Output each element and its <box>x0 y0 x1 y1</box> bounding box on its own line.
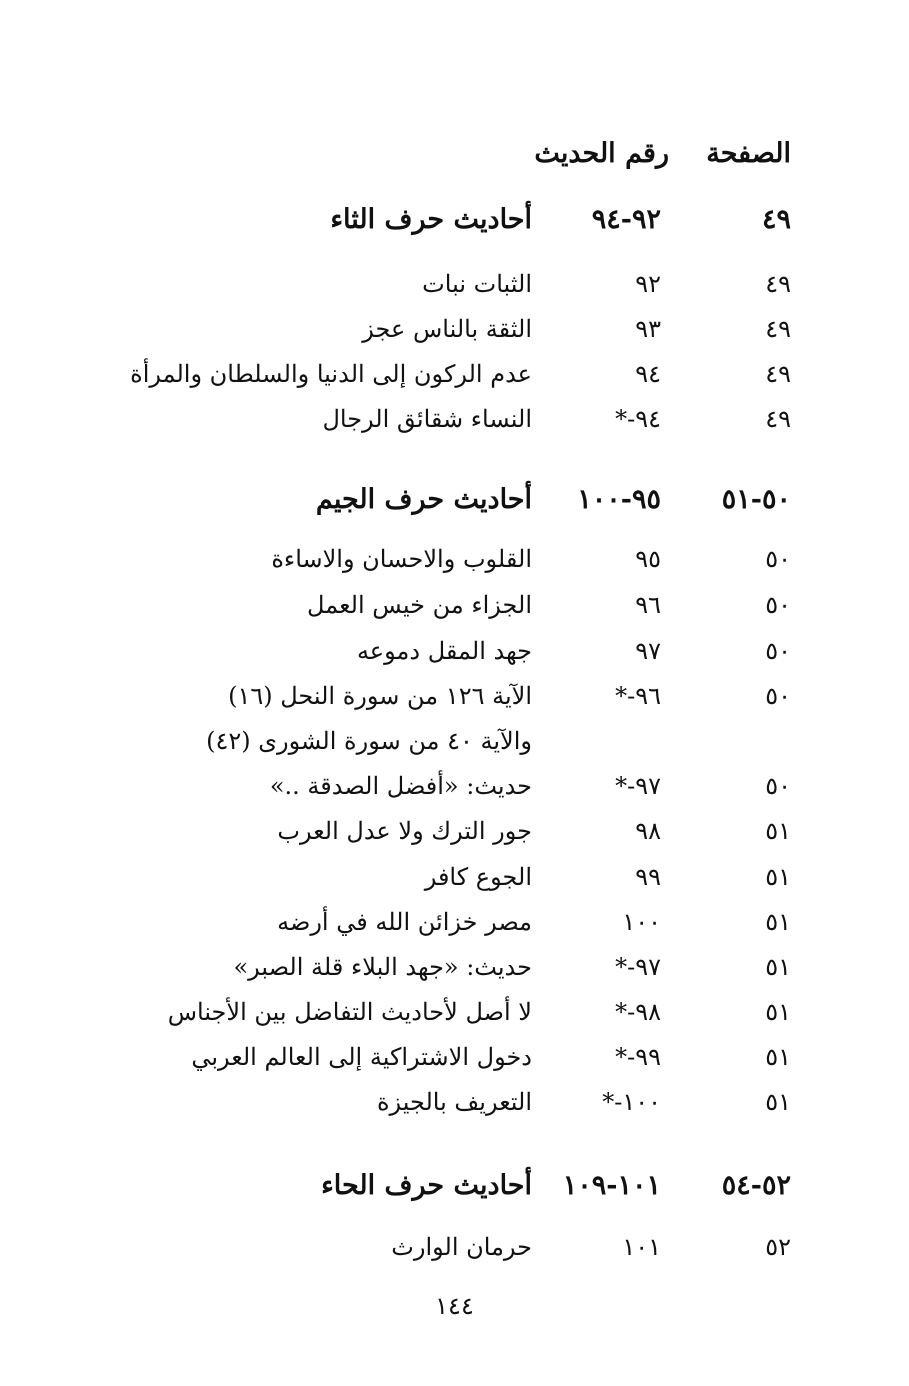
section-range: ٩٥-١٠٠ <box>577 484 661 515</box>
index-entry <box>0 352 909 396</box>
entry-number: ١٠١ <box>622 1233 661 1261</box>
entry-title: حرمان الوارث <box>391 1233 532 1261</box>
section-heading <box>0 198 909 242</box>
index-entry <box>0 262 909 306</box>
section-range: ٩٢-٩٤ <box>591 204 661 235</box>
entry-number: ٩٦ <box>635 591 661 619</box>
entry-page: ٥١ <box>765 1088 791 1116</box>
entry-number: ٩٧-* <box>615 772 661 800</box>
entry-title: الجزاء من خيس العمل <box>307 591 532 619</box>
index-entry <box>0 809 909 853</box>
entry-title: النساء شقائق الرجال <box>322 405 532 433</box>
section-page: ٥٢-٥٤ <box>721 1170 791 1201</box>
section-page: ٤٩ <box>761 204 791 235</box>
entry-number: ٩٤ <box>635 360 661 388</box>
entry-page: ٤٩ <box>765 270 791 298</box>
entry-number: ٩٥ <box>635 545 661 573</box>
entry-page: ٥٠ <box>765 637 791 665</box>
entry-number: ١٠٠ <box>622 908 661 936</box>
entry-page: ٥٠ <box>765 545 791 573</box>
entry-number: ٩٨-* <box>615 998 661 1026</box>
column-header-hadith-number: رقم الحديث <box>534 138 669 169</box>
entry-title: حديث: «جهد البلاء قلة الصبر» <box>233 953 532 981</box>
entry-page: ٥٠ <box>765 772 791 800</box>
entry-number: ٩٨ <box>635 817 661 845</box>
entry-title: التعريف بالجيزة <box>376 1088 532 1116</box>
entry-title: الآية ١٢٦ من سورة النحل (١٦) <box>228 682 532 710</box>
column-header-page: الصفحة <box>706 138 791 169</box>
index-entry <box>0 945 909 989</box>
entry-title: عدم الركون إلى الدنيا والسلطان والمرأة <box>130 360 532 388</box>
entry-title: لا أصل لأحاديث التفاضل بين الأجناس <box>167 998 532 1026</box>
entry-page: ٥١ <box>765 953 791 981</box>
entry-page: ٥١ <box>765 1043 791 1071</box>
section-range: ١٠١-١٠٩ <box>562 1170 661 1201</box>
index-entry <box>0 307 909 351</box>
entry-page: ٤٩ <box>765 315 791 343</box>
index-entry <box>0 764 909 808</box>
entry-number: ٩٣ <box>635 315 661 343</box>
column-header-row <box>0 132 909 176</box>
entry-number: ٩٢ <box>635 270 661 298</box>
page-number: ١٤٤ <box>435 1292 474 1320</box>
section-title: أحاديث حرف الحاء <box>321 1170 532 1201</box>
index-entry <box>0 1080 909 1124</box>
entry-number: ١٠٠-* <box>602 1088 661 1116</box>
entry-page: ٥٠ <box>765 591 791 619</box>
index-entry <box>0 629 909 673</box>
index-entry <box>0 1035 909 1079</box>
entry-page: ٥١ <box>765 908 791 936</box>
entry-number: ٩٧ <box>635 637 661 665</box>
entry-title: جهد المقل دموعه <box>356 637 532 665</box>
entry-page: ٤٩ <box>765 405 791 433</box>
entry-title: والآية ٤٠ من سورة الشورى (٤٢) <box>206 727 532 755</box>
entry-title: دخول الاشتراكية إلى العالم العربي <box>191 1043 532 1071</box>
entry-number: ٩٧-* <box>615 953 661 981</box>
index-entry <box>0 855 909 899</box>
section-heading <box>0 1164 909 1208</box>
index-entry <box>0 674 909 718</box>
index-entry <box>0 900 909 944</box>
entry-title: الثبات نبات <box>422 270 532 298</box>
entry-page: ٥١ <box>765 863 791 891</box>
entry-title: القلوب والاحسان والاساءة <box>271 545 532 573</box>
section-page: ٥٠-٥١ <box>721 484 791 515</box>
entry-title: الجوع كافر <box>424 863 532 891</box>
index-entry <box>0 397 909 441</box>
entry-number: ٩٩ <box>635 863 661 891</box>
entry-page: ٥١ <box>765 998 791 1026</box>
entry-title: الثقة بالناس عجز <box>362 315 532 343</box>
entry-number: ٩٤-* <box>615 405 661 433</box>
index-entry <box>0 537 909 581</box>
section-heading <box>0 478 909 522</box>
index-entry <box>0 583 909 627</box>
entry-page: ٤٩ <box>765 360 791 388</box>
index-entry <box>0 1225 909 1269</box>
entry-page: ٥٢ <box>765 1233 791 1261</box>
entry-title: مصر خزائن الله في أرضه <box>277 908 532 936</box>
entry-title: جور الترك ولا عدل العرب <box>277 817 532 845</box>
entry-page: ٥٠ <box>765 682 791 710</box>
entry-number: ٩٦-* <box>615 682 661 710</box>
entry-number: ٩٩-* <box>615 1043 661 1071</box>
index-entry-continuation <box>0 719 909 763</box>
entry-page: ٥١ <box>765 817 791 845</box>
index-entry <box>0 990 909 1034</box>
entry-title: حديث: «أفضل الصدقة ..» <box>269 772 532 800</box>
section-title: أحاديث حرف الجيم <box>315 484 532 515</box>
section-title: أحاديث حرف الثاء <box>330 204 532 235</box>
